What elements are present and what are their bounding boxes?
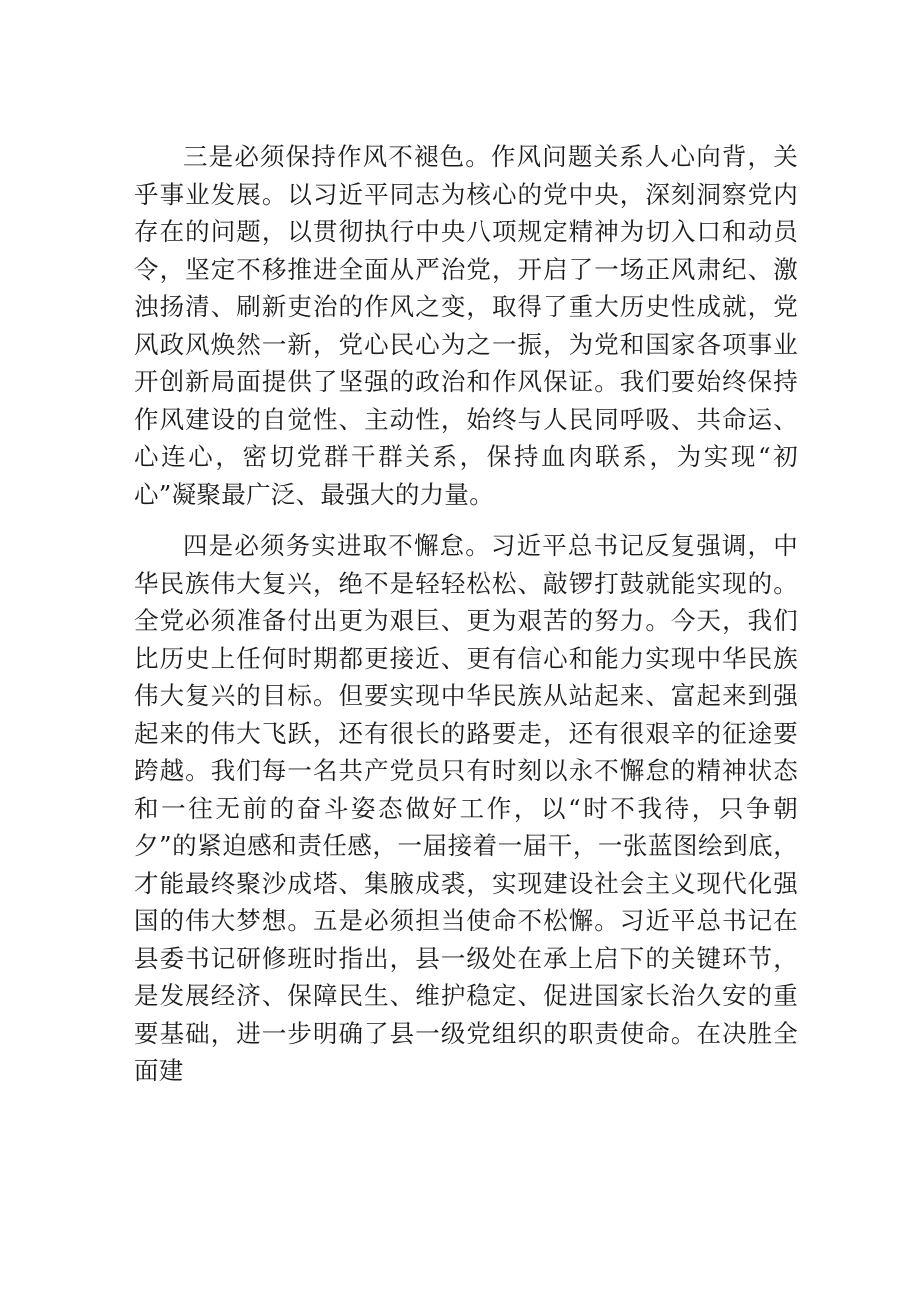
document-body (134, 138, 798, 1090)
paragraph-1: 三是必须保持作风不褪色。作风问题关系人心向背，关乎事业发展。以习近平同志为核心的党中央，深刻洞察党内存在的问题，以贯彻执行中央八项规定精神为切入口和动员令，坚定不移推进全面从严治党，开启了一场正风肃纪、激浊扬清、刷新吏治的作风之变，取得了重大历史性成就，党风政风焕然一新，党心民心为之一振，为党和国家各项事业开创新局面提供了坚强的政治和作风保证。我们要始终保持作风建设的自觉性、主动性，始终与人民同呼吸、共命运、心连心，密切党群干群关系，保持血肉联系，为实现“初心”凝聚最广泛、最强大的力量。 (134, 142, 798, 509)
paragraph-2: 四是必须务实进取不懈怠。习近平总书记反复强调，中华民族伟大复兴，绝不是轻轻松松、敲锣打鼓就能实现的。全党必须准备付出更为艰巨、更为艰苦的努力。今天，我们比历史上任何时期都更接近、更有信心和能力实现中华民族伟大复兴的目标。但要实现中华民族从站起来、富起来到强起来的伟大飞跃，还有很长的路要走，还有很艰辛的征途要跨越。我们每一名共产党员只有时刻以永不懈怠的精神状态和一往无前的奋斗姿态做好工作，以“时不我待，只争朝夕”的紧迫感和责任感，一届接着一届干，一张蓝图绘到底，才能最终聚沙成塔、集腋成裘，实现建设社会主义现代化强国的伟大梦想。五是必须担当使命不松懈。习近平总书记在县委书记研修班时指出，县一级处在承上启下的关键环节，是发展经济、保障民生、维护稳定、促进国家长治久安的重要基础，进一步明确了县一级党组织的职责使命。在决胜全面建 (134, 531, 798, 1085)
